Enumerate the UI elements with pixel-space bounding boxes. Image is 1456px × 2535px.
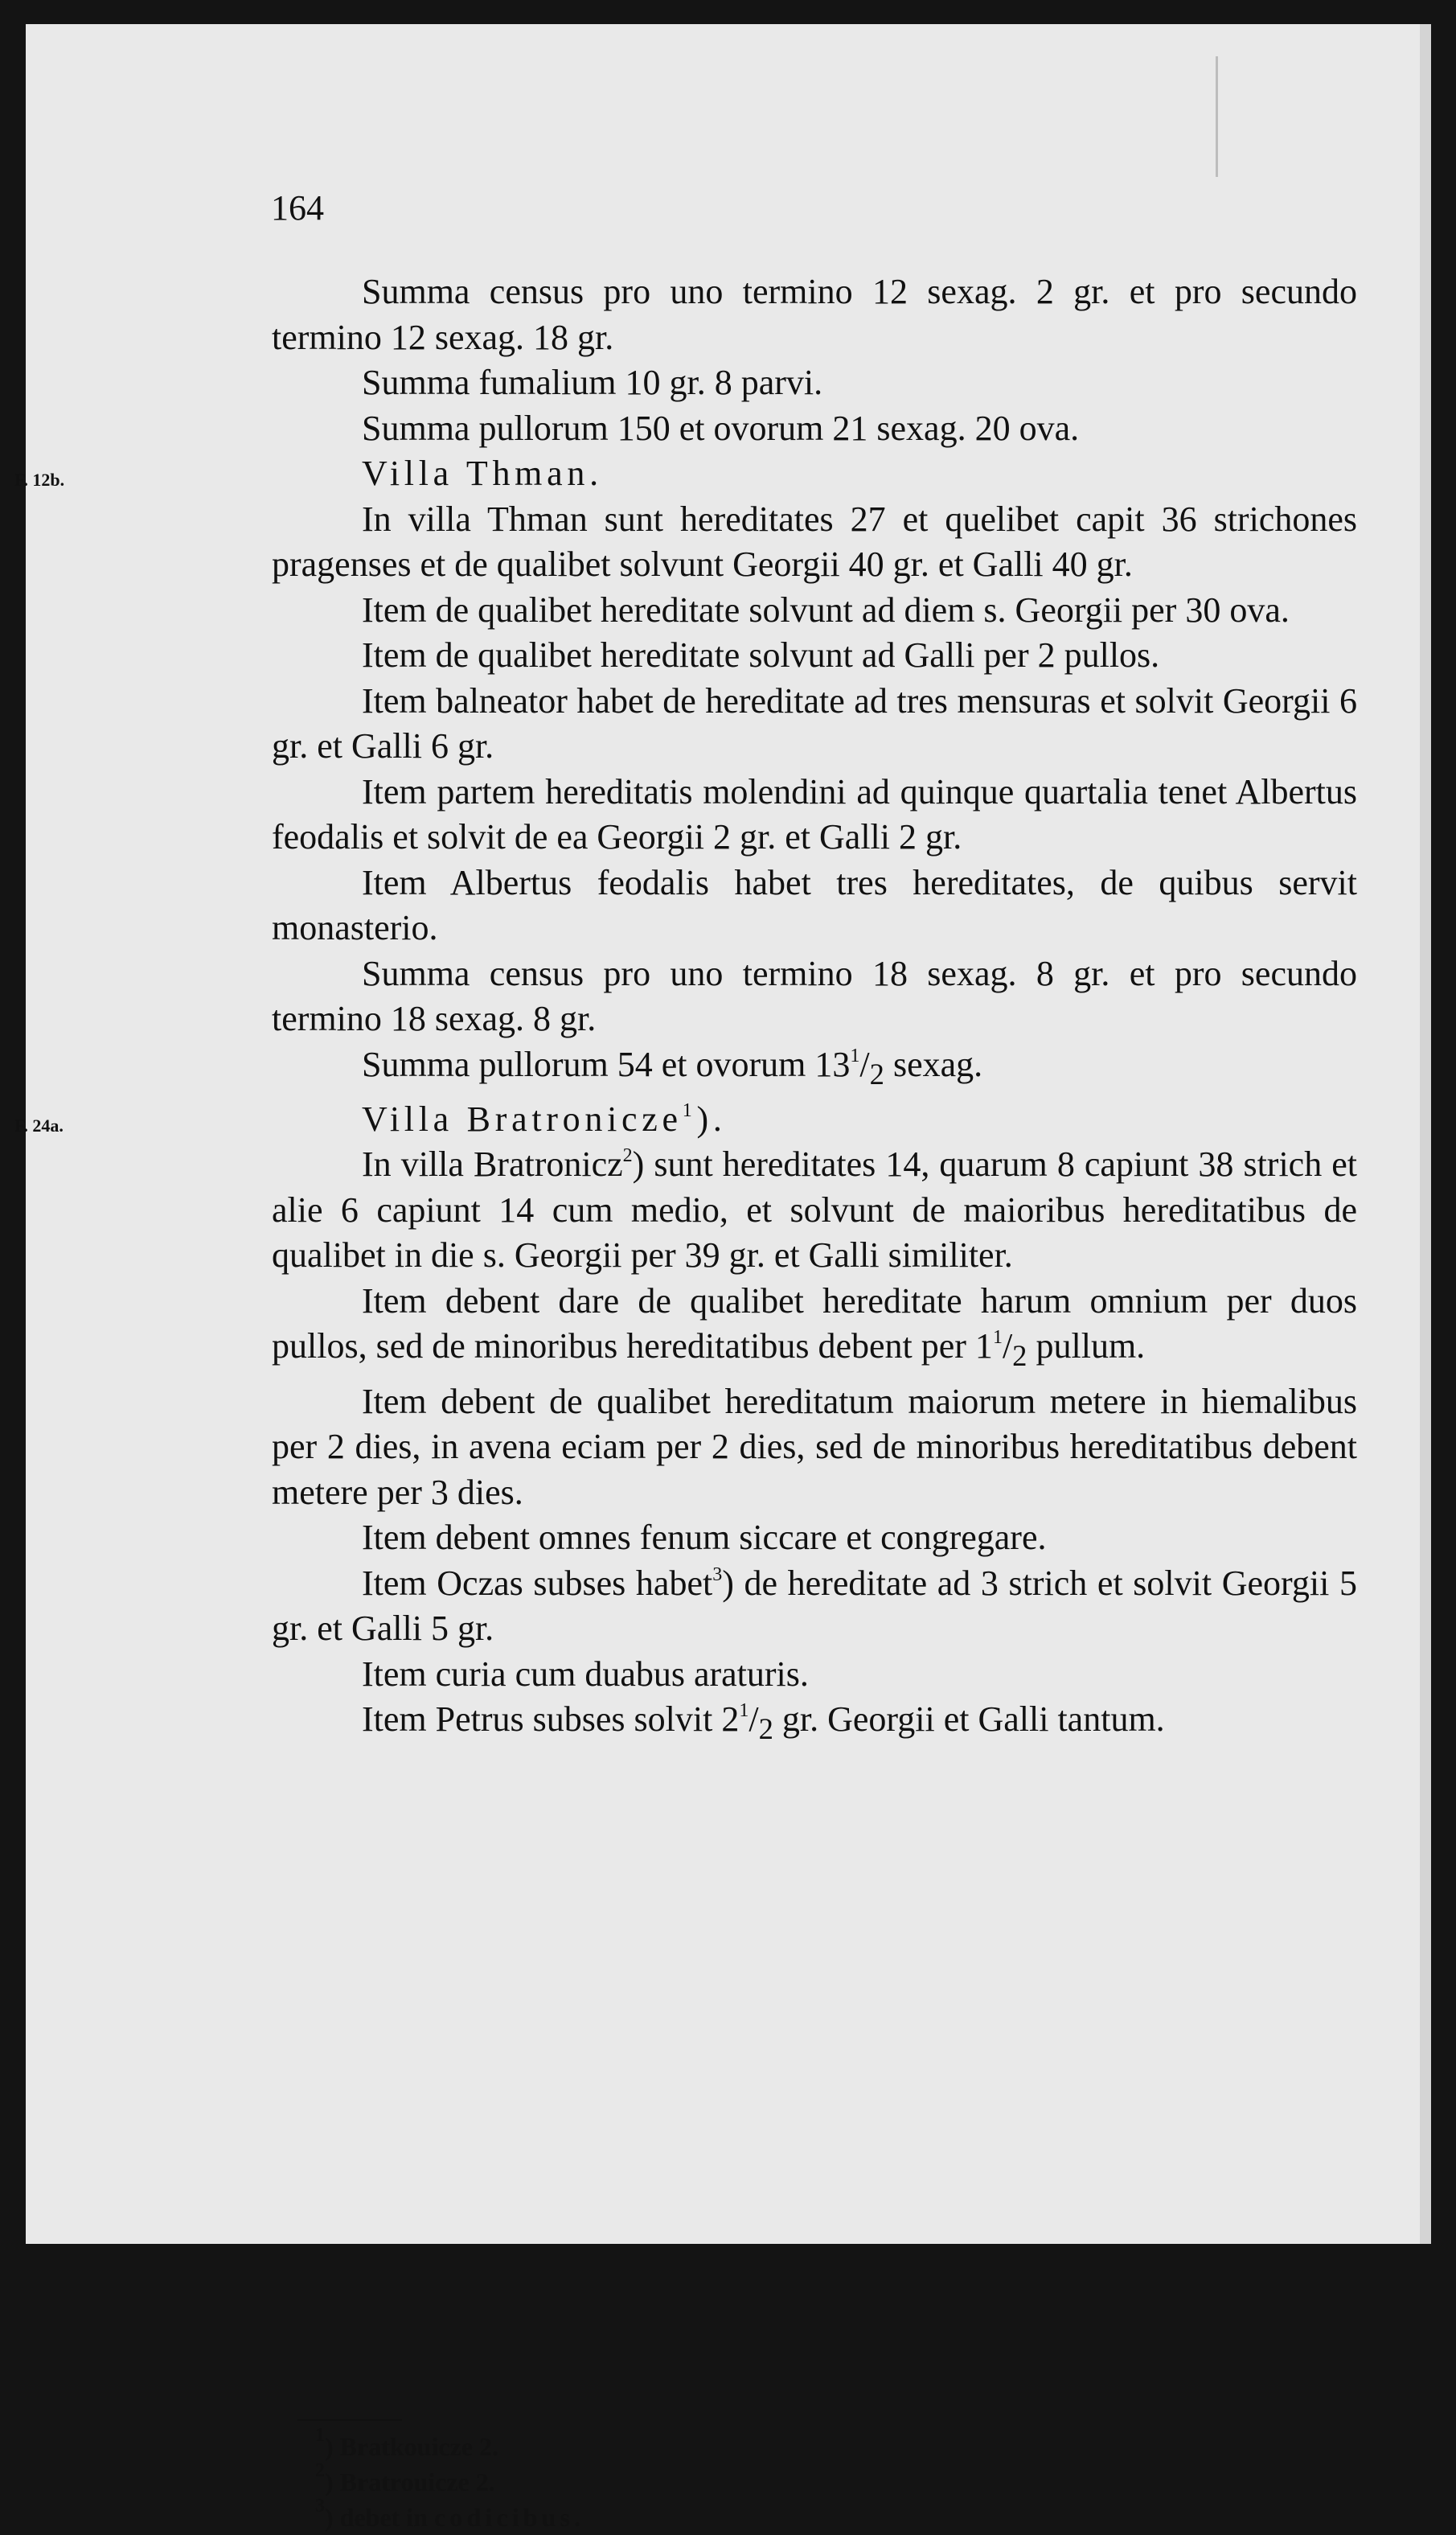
text-run: pullum.	[1027, 1326, 1146, 1366]
paragraph: Item curia cum duabus araturis.	[362, 1654, 809, 1694]
footnote-mark: 2	[315, 2460, 325, 2481]
paragraph: Summa fumalium 10 gr. 8 parvi.	[362, 363, 823, 402]
footnote-marker: 1	[682, 1099, 697, 1121]
paragraph	[272, 1279, 1357, 1379]
paragraph	[272, 1697, 1357, 1752]
paragraph	[272, 1142, 1357, 1279]
paragraph: Item debent de qualibet hereditatum maiorum metere in hiemalibus per 2 dies, in avena eciam per 2 dies, sed de minoribus hereditatibus debent metere per 3 dies.	[272, 1381, 1357, 1512]
text-run: Item debent dare de qualibet hereditate harum omnium per duos pullos, sed de minoribus hereditatibus debent per 1	[272, 1280, 1357, 1366]
text-run: Item Petrus subses solvit 2	[362, 1699, 740, 1740]
paragraph: Item Albertus feodalis habet tres hereditates, de quibus servit monasterio.	[272, 862, 1357, 947]
footnote-mark: 3	[315, 2496, 325, 2517]
fraction-slash: /	[859, 1044, 870, 1084]
footnote-text: ) Bratrouicze 2.	[325, 2467, 495, 2496]
folio-reference: F. 24a.	[14, 1115, 64, 1136]
footnote-3	[315, 2496, 585, 2535]
footnote-marker: 3	[712, 1563, 723, 1585]
heading-text: Villa Bratronicze	[362, 1099, 683, 1139]
text-run: sexag.	[884, 1044, 983, 1084]
page-edge	[1420, 24, 1431, 2244]
fraction-denominator: 2	[869, 1057, 884, 1091]
section-heading-thman	[14, 451, 1357, 497]
footnote-text: ) debet in	[325, 2503, 434, 2532]
fraction-numerator: 1	[992, 1327, 1003, 1349]
paragraph: Item partem hereditatis molendini ad quinque quartalia tenet Albertus feodalis et solvit de ea Georgii 2 gr. et Galli 2 gr.	[272, 771, 1357, 857]
text-run: Summa pullorum 54 et ovorum 13	[362, 1044, 851, 1084]
folio-reference: F. 12b.	[14, 470, 65, 490]
fraction-slash: /	[749, 1699, 759, 1740]
paragraph	[272, 1561, 1357, 1652]
fraction-denominator: 2	[1012, 1339, 1027, 1373]
text-run: ) sunt hereditates 14, quarum 8 capiunt 38 strich et alie 6 capiunt 14 cum medio, et solvunt de maioribus hereditatibus de qualibet in die s. Georgii per 39 gr. et Galli similiter.	[272, 1144, 1357, 1276]
paragraph	[272, 1042, 1357, 1097]
fraction-denominator: 2	[758, 1711, 773, 1745]
fraction-numerator: 1	[739, 1700, 749, 1722]
paragraph: Item de qualibet hereditate solvunt ad Galli per 2 pullos.	[362, 635, 1160, 675]
footnote-2	[315, 2460, 584, 2500]
body-text	[14, 269, 1357, 1752]
paragraph: Summa pullorum 150 et ovorum 21 sexag. 20 ova.	[362, 408, 1080, 448]
book-page	[14, 24, 1431, 2532]
paragraph: In villa Thman sunt hereditates 27 et quelibet capit 36 strichones pragenses et de qualibet solvunt Georgii 40 gr. et Galli 40 gr.	[272, 499, 1357, 584]
fraction-slash: /	[1002, 1326, 1013, 1366]
footnote-divider	[297, 2419, 402, 2421]
footnote-mark: 1	[315, 2425, 325, 2446]
paragraph: Summa census pro uno termino 12 sexag. 2 gr. et pro secundo termino 12 sexag. 18 gr.	[272, 272, 1357, 357]
text-run: Item Oczas subses habet	[362, 1563, 713, 1603]
section-heading-bratronicze	[14, 1097, 1357, 1143]
text-run: ) de hereditate ad 3 strich et solvit Georgii 5 gr. et Galli 5 gr.	[272, 1563, 1357, 1649]
footnote-1	[315, 2425, 584, 2464]
page-number: 164	[271, 188, 324, 228]
footnote-marker: 2	[622, 1145, 633, 1167]
paragraph: Item balneator habet de hereditate ad tres mensuras et solvit Georgii 6 gr. et Galli 6 gr.	[272, 680, 1357, 766]
page-fold-mark	[1216, 56, 1218, 177]
heading-text: Villa Thman.	[362, 454, 603, 493]
heading-text-end: ).	[696, 1099, 727, 1139]
footnotes	[315, 2425, 585, 2535]
footnote-text: ) Bratkouicze 2.	[325, 2432, 498, 2461]
text-run: gr. Georgii et Galli tantum.	[773, 1699, 1165, 1740]
text-run: In villa Bratronicz	[362, 1144, 623, 1185]
paragraph: Item de qualibet hereditate solvunt ad diem s. Georgii per 30 ova.	[362, 590, 1290, 630]
fraction-numerator: 1	[850, 1045, 860, 1066]
footnote-spaced-text: codicibus.	[434, 2503, 585, 2532]
paragraph: Item debent omnes fenum siccare et congregare.	[362, 1518, 1047, 1558]
paragraph: Summa census pro uno termino 18 sexag. 8 gr. et pro secundo termino 18 sexag. 8 gr.	[272, 953, 1357, 1038]
